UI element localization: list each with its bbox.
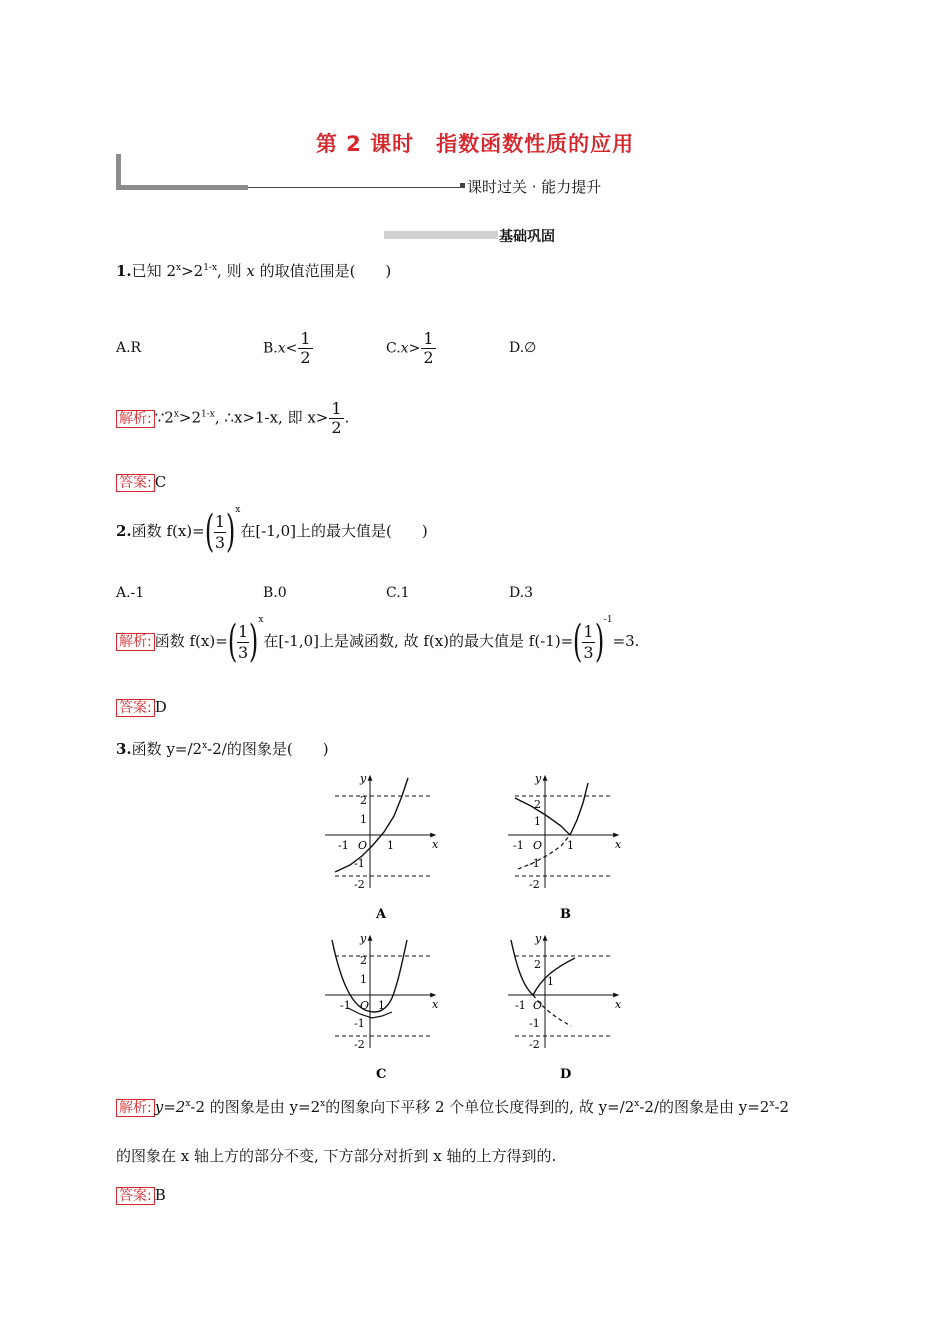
header-square-icon — [460, 183, 465, 188]
svg-text:-1: -1 — [513, 839, 524, 852]
graph-b — [508, 772, 622, 922]
graph-c-label: C — [376, 1067, 387, 1082]
origin-label: O — [358, 839, 368, 852]
svg-text:-2: -2 — [529, 1038, 540, 1051]
svg-text:2: 2 — [534, 798, 541, 811]
svg-text:-1: -1 — [340, 999, 351, 1012]
graph-d-label: D — [560, 1067, 572, 1082]
question-1: 1.已知 $2^x>2^{1-x}$, 则 x 的取值范围是( ) — [116, 262, 392, 280]
analysis-label: 解析: — [116, 410, 155, 428]
q1-option-b: B.x< $\frac{1}{2}$ — [263, 329, 311, 367]
q2-option-d: D.3 — [509, 585, 534, 601]
svg-text:-2: -2 — [354, 878, 365, 891]
header-bracket-horizontal — [116, 185, 248, 190]
svg-text:x: x — [432, 998, 439, 1011]
svg-text:-1: -1 — [354, 1017, 365, 1030]
tick-x1: 1 — [387, 839, 394, 852]
graph-c — [325, 932, 439, 1082]
graph-b-label: B — [560, 907, 571, 922]
svg-text:2: 2 — [534, 958, 541, 971]
q3-graph-panel — [320, 768, 630, 1086]
q1-answer: 答案: C — [116, 472, 166, 492]
svg-text:1: 1 — [360, 973, 367, 986]
svg-text:-1: -1 — [515, 999, 526, 1012]
svg-text:-2: -2 — [529, 878, 540, 891]
tick-1: 1 — [360, 813, 367, 826]
x-axis-label: x — [432, 838, 439, 851]
y-axis-label: y — [360, 772, 367, 785]
tick-neg1: -1 — [338, 839, 349, 852]
section-bar — [384, 231, 498, 239]
svg-text:2: 2 — [360, 954, 367, 967]
svg-text:y: y — [535, 932, 542, 945]
svg-text:O: O — [533, 999, 543, 1012]
q1-analysis: 解析: $\because 2^x>2^{1-x}$, ∴x>1-x, 即 x> $\frac{1}{2}$ . — [116, 400, 349, 437]
svg-text:y: y — [360, 932, 367, 945]
q1-option-c: C.x> $\frac{1}{2}$ — [386, 329, 434, 367]
q2-option-c: C.1 — [386, 585, 410, 601]
q1-option-a: A.R — [116, 340, 142, 356]
page-title: 第 2 课时 指数函数性质的应用 — [315, 132, 635, 156]
svg-text:x: x — [615, 998, 622, 1011]
svg-text:1: 1 — [378, 999, 385, 1012]
section-title: 基础巩固 — [499, 229, 555, 245]
graph-a-label: A — [376, 907, 387, 922]
q3-analysis-line1: 解析: $y=2^x-2$ 的图象是由 $y=2^x$的图象向下平移 2 个单位长度得到的, 故 $y=/2^x-2/$的图象是由 $y=2^x-2$ — [116, 1096, 789, 1117]
svg-text:y: y — [535, 772, 542, 785]
q2-option-b: B.0 — [263, 585, 287, 601]
question-2: 2.函数 f(x)=( $\frac{1}{3}$ )$^x$在[-1,0]上的最大值是( ) — [116, 505, 428, 557]
q2-option-a: A.-1 — [116, 585, 145, 601]
graph-d — [508, 932, 622, 1082]
svg-text:-1: -1 — [354, 857, 365, 870]
tick-2: 2 — [360, 794, 367, 807]
svg-text:x: x — [615, 838, 622, 851]
svg-text:1: 1 — [534, 815, 541, 828]
question-3: 3.函数 $y=/2^x-2/$的图象是( ) — [116, 740, 329, 758]
svg-text:O: O — [533, 839, 543, 852]
header-tag: 课时过关 · 能力提升 — [467, 178, 602, 196]
svg-text:-1: -1 — [529, 1017, 540, 1030]
svg-text:1: 1 — [567, 839, 574, 852]
svg-text:-1: -1 — [529, 857, 540, 870]
header-rule — [248, 187, 460, 188]
q3-analysis-line2: 的图象在 x 轴上方的部分不变, 下方部分对折到 x 轴的上方得到的. — [116, 1147, 557, 1165]
svg-text:1: 1 — [547, 975, 554, 988]
q2-answer: 答案: D — [116, 697, 167, 717]
q3-answer: 答案: B — [116, 1185, 166, 1205]
graph-a — [325, 772, 439, 922]
q1-option-d: D.∅ — [509, 340, 537, 356]
q2-analysis: 解析: 函数 f(x)=( $\frac{1}{3}$ )$^x$在[-1,0]上是减函数, 故 f(x)的最大值是 f(-1)=( $\frac{1}{3}$ )$^{-1}$=3. — [116, 620, 639, 664]
svg-text:-2: -2 — [354, 1038, 365, 1051]
svg-text:O: O — [360, 999, 370, 1012]
answer-label: 答案: — [116, 474, 155, 492]
